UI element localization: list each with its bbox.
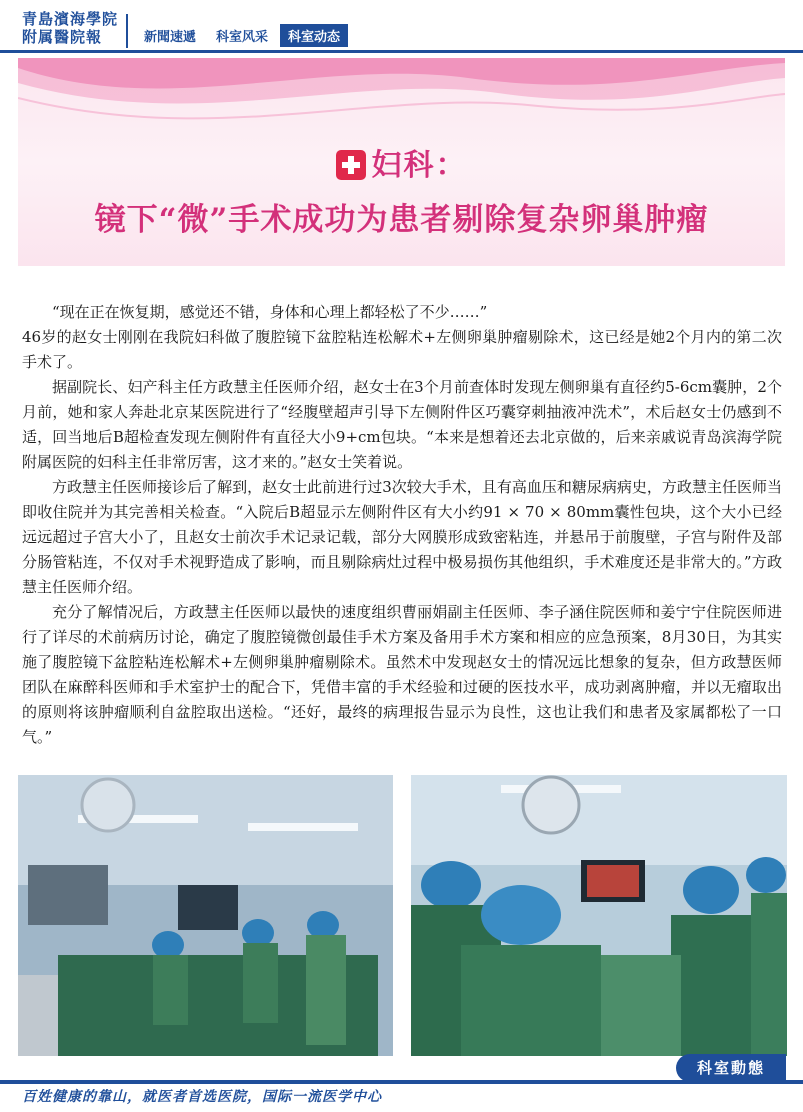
brand-divider bbox=[126, 14, 128, 48]
article-body bbox=[22, 300, 782, 750]
department-news-tag: 科室動態 bbox=[676, 1054, 786, 1082]
article-paragraph: “现在正在恢复期，感觉还不错，身体和心理上都轻松了不少……” bbox=[52, 303, 488, 321]
article-paragraph: 充分了解情况后，方政慧主任医师以最快的速度组织曹丽娟副主任医师、李子涵住院医师和姜宁宁住院医师进行了详尽的术前病历讨论，确定了腹腔镜微创最佳手术方案及备用手术方案和相应的应急预案，8月30日，为其实施了腹腔镜下盆腔粘连松解术+左侧卵巢肿瘤剔除术。虽然术中发现赵女士的情况远比想象的复杂，但方政慧医师团队在麻醉科医师和手术室护士的配合下，凭借丰富的手术经验和过硬的医技水平，成功剥离肿瘤，并以无瘤取出的原则将该肿瘤顺利自盆腔取出送检。“还好，最终的病理报告显示为良性，这也让我们和患者及家属都松了一口气。” bbox=[22, 603, 782, 746]
department-title-text: 妇科： bbox=[371, 148, 468, 183]
newspaper-brand bbox=[22, 10, 122, 46]
article-headline: 镜下“微”手术成功为患者剔除复杂卵巢肿瘤 bbox=[94, 202, 709, 238]
department-title bbox=[18, 140, 785, 184]
surgical-team-photo bbox=[411, 775, 787, 1056]
brand-line-1: 青島濱海學院 bbox=[22, 10, 119, 28]
operating-room-photo bbox=[18, 775, 393, 1056]
article-paragraph: 据副院长、妇产科主任方政慧主任医师介绍，赵女士在3个月前查体时发现左侧卵巢有直径约5-6cm囊肿，2个月前，她和家人奔赴北京某医院进行了“经腹壁超声引导下左侧附件区巧囊穿刺抽液冲洗术”，术后赵女士仍感到不适，回当地后B超检查发现左侧附件有直径大小9+cm包块。“本来是想着还去北京做的，后来亲戚说青岛滨海学院附属医院的妇科主任非常厉害，这才来的。”赵女士笑着说。 bbox=[22, 378, 782, 471]
title-banner bbox=[18, 58, 785, 266]
masthead bbox=[0, 0, 803, 56]
medical-cross-icon bbox=[336, 150, 366, 180]
header-rule bbox=[0, 50, 803, 53]
nav-item-news[interactable]: 新聞速遞 bbox=[144, 30, 197, 45]
article-paragraph: 方政慧主任医师接诊后了解到，赵女士此前进行过3次较大手术，且有高血压和糖尿病病史，方政慧主任医师当即收住院并为其完善相关检查。“入院后B超显示左侧附件区有大小约91 × 70 × 80mm囊性包块，这个大小已经远远超过子宫大小了，且赵女士前次手术记录记载，部分大网膜形成致密粘连，并悬吊于前腹壁，子宫与附件及部分肠管粘连，不仅对手术视野造成了影响，而且剔除病灶过程中极易损伤其他组织，手术难度还是非常大的。”方政慧主任医师介绍。 bbox=[22, 478, 782, 596]
section-nav bbox=[136, 24, 352, 47]
nav-item-department-style[interactable]: 科室风采 bbox=[216, 30, 269, 45]
brand-line-2: 附属醫院報 bbox=[22, 28, 103, 46]
nav-item-department-news[interactable]: 科室动态 bbox=[280, 24, 348, 47]
article-paragraph: 46岁的赵女士刚刚在我院妇科做了腹腔镜下盆腔粘连松解术+左侧卵巢肿瘤剔除术，这已经是她2个月内的第二次手术了。 bbox=[22, 328, 782, 371]
hospital-slogan: 百姓健康的靠山，就医者首选医院，国际一流医学中心 bbox=[22, 1089, 382, 1105]
footer-rule bbox=[0, 1080, 803, 1084]
